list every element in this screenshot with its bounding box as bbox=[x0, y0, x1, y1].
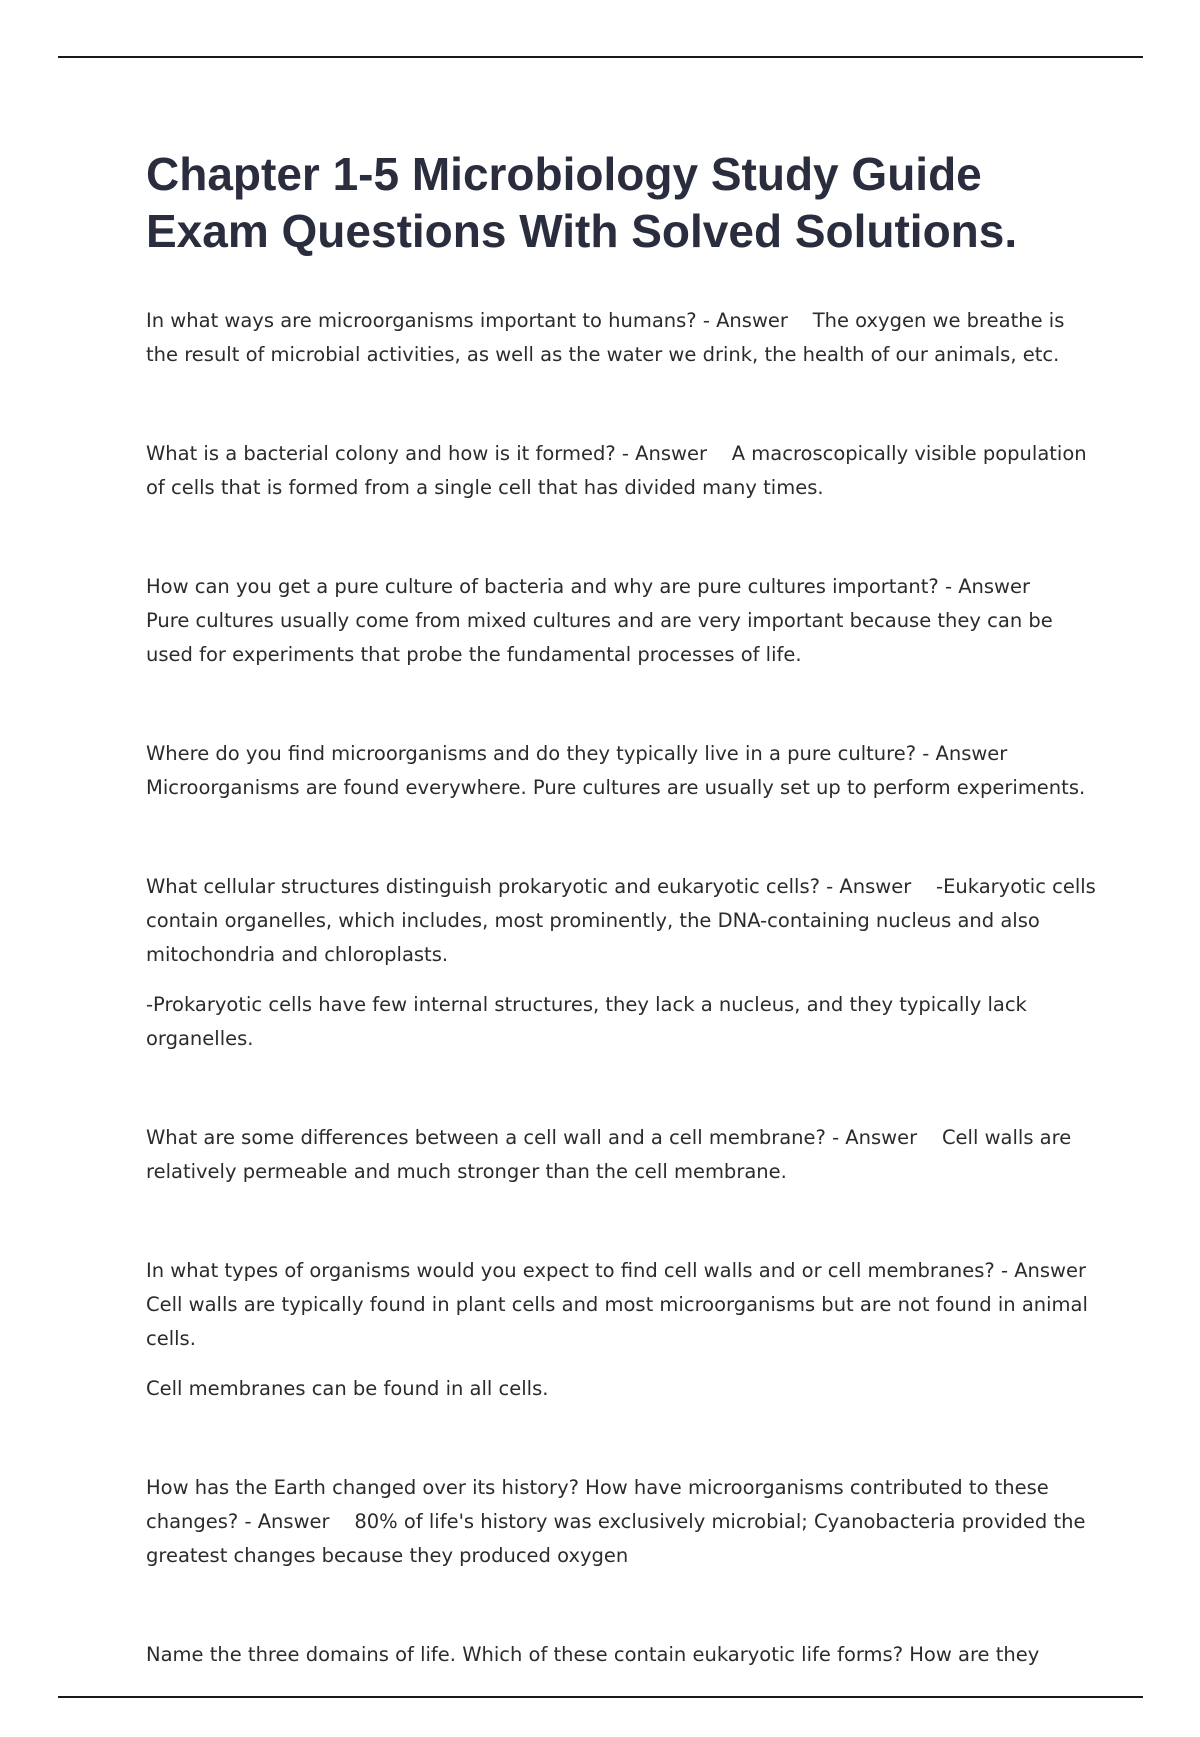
answer-marker: - Answer bbox=[615, 442, 707, 465]
answer-extra-text: Cell membranes can be found in all cells. bbox=[146, 1377, 549, 1400]
bottom-rule bbox=[58, 1696, 1143, 1698]
answer-text: A macroscopically visible population of cells that is formed from a single cell that has divided many times. bbox=[146, 442, 1087, 499]
title-line-2: Exam Questions With Solved Solutions. bbox=[146, 205, 1018, 257]
answer-text: 80% of life's history was exclusively microbial; Cyanobacteria provided the greatest changes because they produced oxygen bbox=[146, 1510, 1086, 1567]
document-body bbox=[146, 146, 1096, 1737]
answer-text: Cell walls are typically found in plant cells and most microorganisms but are not found in animal cells. bbox=[146, 1293, 1088, 1350]
title-line-1: Chapter 1-5 Microbiology Study Guide bbox=[146, 148, 982, 200]
answer-marker: - Answer bbox=[994, 1259, 1087, 1282]
question-text: Where do you find microorganisms and do they typically live in a pure culture? bbox=[146, 742, 917, 765]
answer-marker: - Answer bbox=[825, 1126, 918, 1149]
answer-marker: - Answer bbox=[819, 875, 912, 898]
question-text: Name the three domains of life. Which of these contain eukaryotic life forms? How are they bbox=[146, 1643, 1040, 1666]
question-text: What are some differences between a cell wall and a cell membrane? bbox=[146, 1126, 826, 1149]
answer-extra-text: -Prokaryotic cells have few internal structures, they lack a nucleus, and they typically lack organelles. bbox=[146, 993, 1027, 1050]
qa-item bbox=[146, 1638, 1096, 1672]
qa-item bbox=[146, 870, 1096, 1056]
qa-item bbox=[146, 437, 1096, 505]
question-text: In what types of organisms would you expect to find cell walls and or cell membranes? bbox=[146, 1259, 995, 1282]
qa-item bbox=[146, 1254, 1096, 1406]
answer-text: Microorganisms are found everywhere. Pure cultures are usually set up to perform experiments. bbox=[146, 776, 1086, 799]
question-text: What is a bacterial colony and how is it formed? bbox=[146, 442, 616, 465]
qa-item bbox=[146, 570, 1096, 672]
answer-marker: - Answer bbox=[696, 309, 788, 332]
question-text: How has the Earth changed over its history? How have microorganisms contributed to these changes? bbox=[146, 1476, 1049, 1533]
answer-marker: - Answer bbox=[916, 742, 1008, 765]
answer-marker: - Answer bbox=[238, 1510, 330, 1533]
answer-text: Pure cultures usually come from mixed cultures and are very important because they can be used for experiments that probe the fundamental processes of life. bbox=[146, 609, 1053, 666]
question-text: How can you get a pure culture of bacteria and why are pure cultures important? bbox=[146, 575, 939, 598]
answer-text: The oxygen we breathe is the result of microbial activities, as well as the water we drink, the health of our animals, etc. bbox=[146, 309, 1065, 366]
question-text: What cellular structures distinguish prokaryotic and eukaryotic cells? bbox=[146, 875, 820, 898]
qa-item bbox=[146, 1121, 1096, 1189]
question-text: In what ways are microorganisms important to humans? bbox=[146, 309, 697, 332]
top-rule bbox=[58, 56, 1143, 58]
qa-item bbox=[146, 737, 1096, 805]
answer-marker: - Answer bbox=[938, 575, 1031, 598]
page-title bbox=[146, 146, 1096, 260]
answer-text: Cell walls are relatively permeable and much stronger than the cell membrane. bbox=[146, 1126, 1072, 1183]
qa-item bbox=[146, 1471, 1096, 1573]
qa-item bbox=[146, 304, 1096, 372]
answer-text: -Eukaryotic cells contain organelles, which includes, most prominently, the DNA-containing nucleus and also mitochondria and chloroplasts. bbox=[146, 875, 1096, 966]
